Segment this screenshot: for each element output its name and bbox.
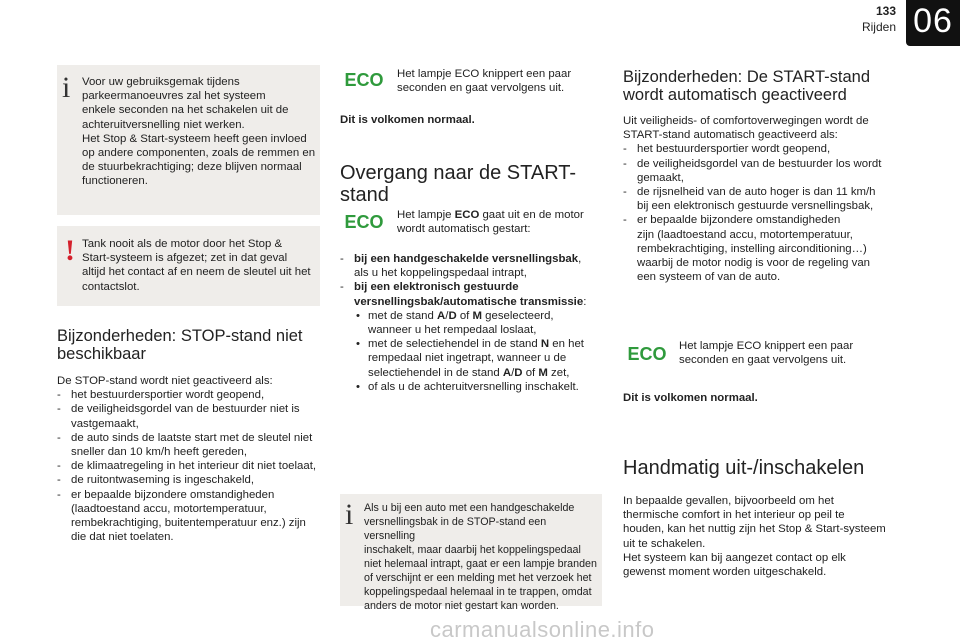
text-line: achteruitversnelling niet werken. [82, 118, 245, 131]
list-item: - de klimaatregeling in het interieur dit niet toelaat, [57, 460, 317, 473]
heading-line: beschikbaar [57, 345, 146, 363]
text-line: gewenst moment worden uitgeschakeld. [623, 566, 827, 579]
heading-stop-unavailable [57, 327, 327, 363]
manual-toggle-text [623, 494, 908, 579]
text-line: uit te schakelen. [623, 537, 706, 550]
eco-indicator-icon [342, 70, 386, 90]
heading-start-auto [623, 68, 903, 104]
sub-list-item: • met de stand A/D of M geselecteerd, wanneer u het rempedaal loslaat, [356, 309, 554, 337]
eco-off-text [397, 208, 607, 236]
text-line: Het lampje ECO knippert een paar [397, 68, 572, 80]
heading-line: stand [340, 184, 389, 206]
info-icon: i [345, 498, 354, 531]
stop-condition-list [57, 388, 327, 544]
text-line: Als u bij een auto met een handgeschakelde [364, 502, 575, 514]
heading-manual-toggle: Handmatig uit-/inschakelen [623, 457, 865, 479]
list-item: - het bestuurdersportier wordt geopend, [57, 389, 265, 402]
text-line: Het systeem kan bij aangezet contact op elk [623, 551, 846, 564]
list-item: - bij een handgeschakelde versnellingsbak, als u het koppelingspedaal intrapt, [340, 253, 582, 280]
info-box-text [82, 75, 317, 189]
stop-conditions [57, 374, 327, 544]
warning-box-fuel [57, 226, 320, 306]
sub-list [354, 309, 610, 394]
chapter-tab [906, 0, 960, 46]
eco-indicator-icon [342, 212, 386, 232]
warning-box-text [82, 237, 317, 294]
section-title: Rijden [861, 20, 896, 34]
text-line: functioneren. [82, 175, 148, 188]
text-line: of verschijnt er een melding met het verzoek het [364, 572, 592, 584]
start-condition-list [340, 252, 610, 394]
list-item: - bij een elektronisch gestuurde versnellingsbak/automatische transmissie: • met de stand A/D of M geselecteerd, wanneer u het rempedaal loslaat, • met de selectiehendel in de stand N en het rempedaal niet ingetrapt, wanneer u de selectiehendel in de stand A/D of M zet, • of als u de achteruitversnelling inschakelt. [340, 280, 610, 394]
heading-line: Overgang naar de START- [340, 162, 577, 184]
eco-blink-text [679, 339, 889, 367]
sub-list-item: • met de selectiehendel in de stand N en het rempedaal niet ingetrapt, wanneer u de selectiehendel in de stand A/D of M zet, [356, 338, 584, 379]
info-box-clutch [340, 494, 602, 612]
text-line: Het lampje ECO gaat uit en de motor [397, 209, 584, 221]
text-line: In bepaalde gevallen, bijvoorbeeld om het [623, 495, 834, 507]
list-item: - de auto sinds de laatste start met de sleutel niet sneller dan 10 km/h heeft gereden, [57, 431, 313, 459]
page-number: 133 [875, 4, 896, 18]
info-icon: i [62, 71, 71, 104]
sub-list-item: • of als u de achteruitversnelling inschakelt. [356, 380, 579, 393]
text-line: op andere componenten, zoals de remmen en [82, 147, 316, 160]
heading-line: wordt automatisch geactiveerd [623, 86, 847, 104]
text-line: seconden en gaat vervolgens uit. [397, 82, 565, 95]
start-conditions [340, 252, 610, 394]
text-line: niet helemaal intrapt, gaat er een lampje branden [364, 558, 597, 570]
malfunction-note: Dit is volkomen normaal. [340, 114, 475, 126]
auto-condition-list [623, 142, 903, 284]
list-item: - het bestuurdersportier wordt geopend, [623, 143, 831, 156]
text-line: Start-systeem is afgezet; zet in dat geval [82, 252, 288, 265]
eco-indicator-icon [625, 344, 669, 364]
list-item: - de ruitontwaseming is ingeschakeld, [57, 474, 254, 487]
list-item: - er bepaalde bijzondere omstandigheden (laadtoestand accu, motortemperatuur, rembekrachtiging, buitentemperatuur enz.) zijn die dat niet toelaten. [57, 488, 306, 544]
svg-text:ECO: ECO [344, 70, 384, 90]
svg-text:ECO: ECO [344, 212, 384, 232]
auto-intro: Uit veiligheids- of comfortoverwegingen wordt de [623, 115, 869, 127]
text-line: seconden en gaat vervolgens uit. [679, 354, 847, 367]
text-line: koppelingspedaal helemaal in te trappen, omdat [364, 586, 592, 598]
chapter-number: 06 [913, 2, 953, 40]
text-line: Tank nooit als de motor door het Stop & [82, 238, 283, 250]
warning-icon: ! [65, 234, 75, 267]
stop-intro: De STOP-stand wordt niet geactiveerd als: [57, 375, 273, 387]
text-line: de stuurbekrachtiging; deze blijven normaal [82, 161, 302, 174]
svg-text:ECO: ECO [627, 344, 667, 364]
text-line: versnellingsbak in de STOP-stand een versnelling [364, 516, 547, 542]
text-line: inschakelt, maar daarbij het koppelingspedaal [364, 544, 581, 556]
text-line: houden, kan het nuttig zijn het Stop & Start-systeem [623, 523, 886, 536]
heading-line: Bijzonderheden: STOP-stand niet [57, 327, 303, 345]
malfunction-note: Dit is volkomen normaal. [623, 392, 758, 404]
text-line: parkeermanoeuvres zal het systeem [82, 90, 266, 103]
text-line: anders de motor niet gestart kan worden. [364, 600, 559, 612]
watermark: carmanualsonline.info [430, 617, 655, 642]
auto-intro: START-stand automatisch geactiveerd als: [623, 129, 838, 142]
eco-blink-text [397, 67, 607, 95]
auto-start-conditions [623, 114, 903, 284]
list-item: - er bepaalde bijzondere omstandigheden zijn (laadtoestand accu, motortemperatuur, rembekrachtiging, instelling airconditioning…) waarbij de motor nodig is voor de regeling van een systeem of van de auto. [623, 214, 871, 284]
heading-start-mode [340, 162, 610, 206]
list-item: - de veiligheidsgordel van de bestuurder los wordt gemaakt, [623, 157, 882, 184]
info-box-parking [57, 65, 320, 215]
list-item: - de veiligheidsgordel van de bestuurder niet is vastgemaakt, [57, 403, 300, 430]
text-line: Het Stop & Start-systeem heeft geen invloed [82, 132, 307, 145]
text-line: contactslot. [82, 280, 140, 293]
text-line: enkele seconden na het schakelen uit de [82, 104, 289, 117]
info-box-text [364, 501, 600, 613]
heading-line: Bijzonderheden: De START-stand [623, 68, 871, 86]
list-item: - de rijsnelheid van de auto hoger is dan 11 km/h bij een elektronisch gestuurde versnellingsbak, [623, 186, 876, 213]
text-line: thermische comfort in het interieur op peil te [623, 509, 845, 522]
text-line: Voor uw gebruiksgemak tijdens [82, 76, 240, 88]
text-line: wordt automatisch gestart: [397, 223, 531, 236]
text-line: altijd het contact af en neem de sleutel uit het [82, 266, 311, 279]
text-line: Het lampje ECO knippert een paar [679, 340, 854, 352]
